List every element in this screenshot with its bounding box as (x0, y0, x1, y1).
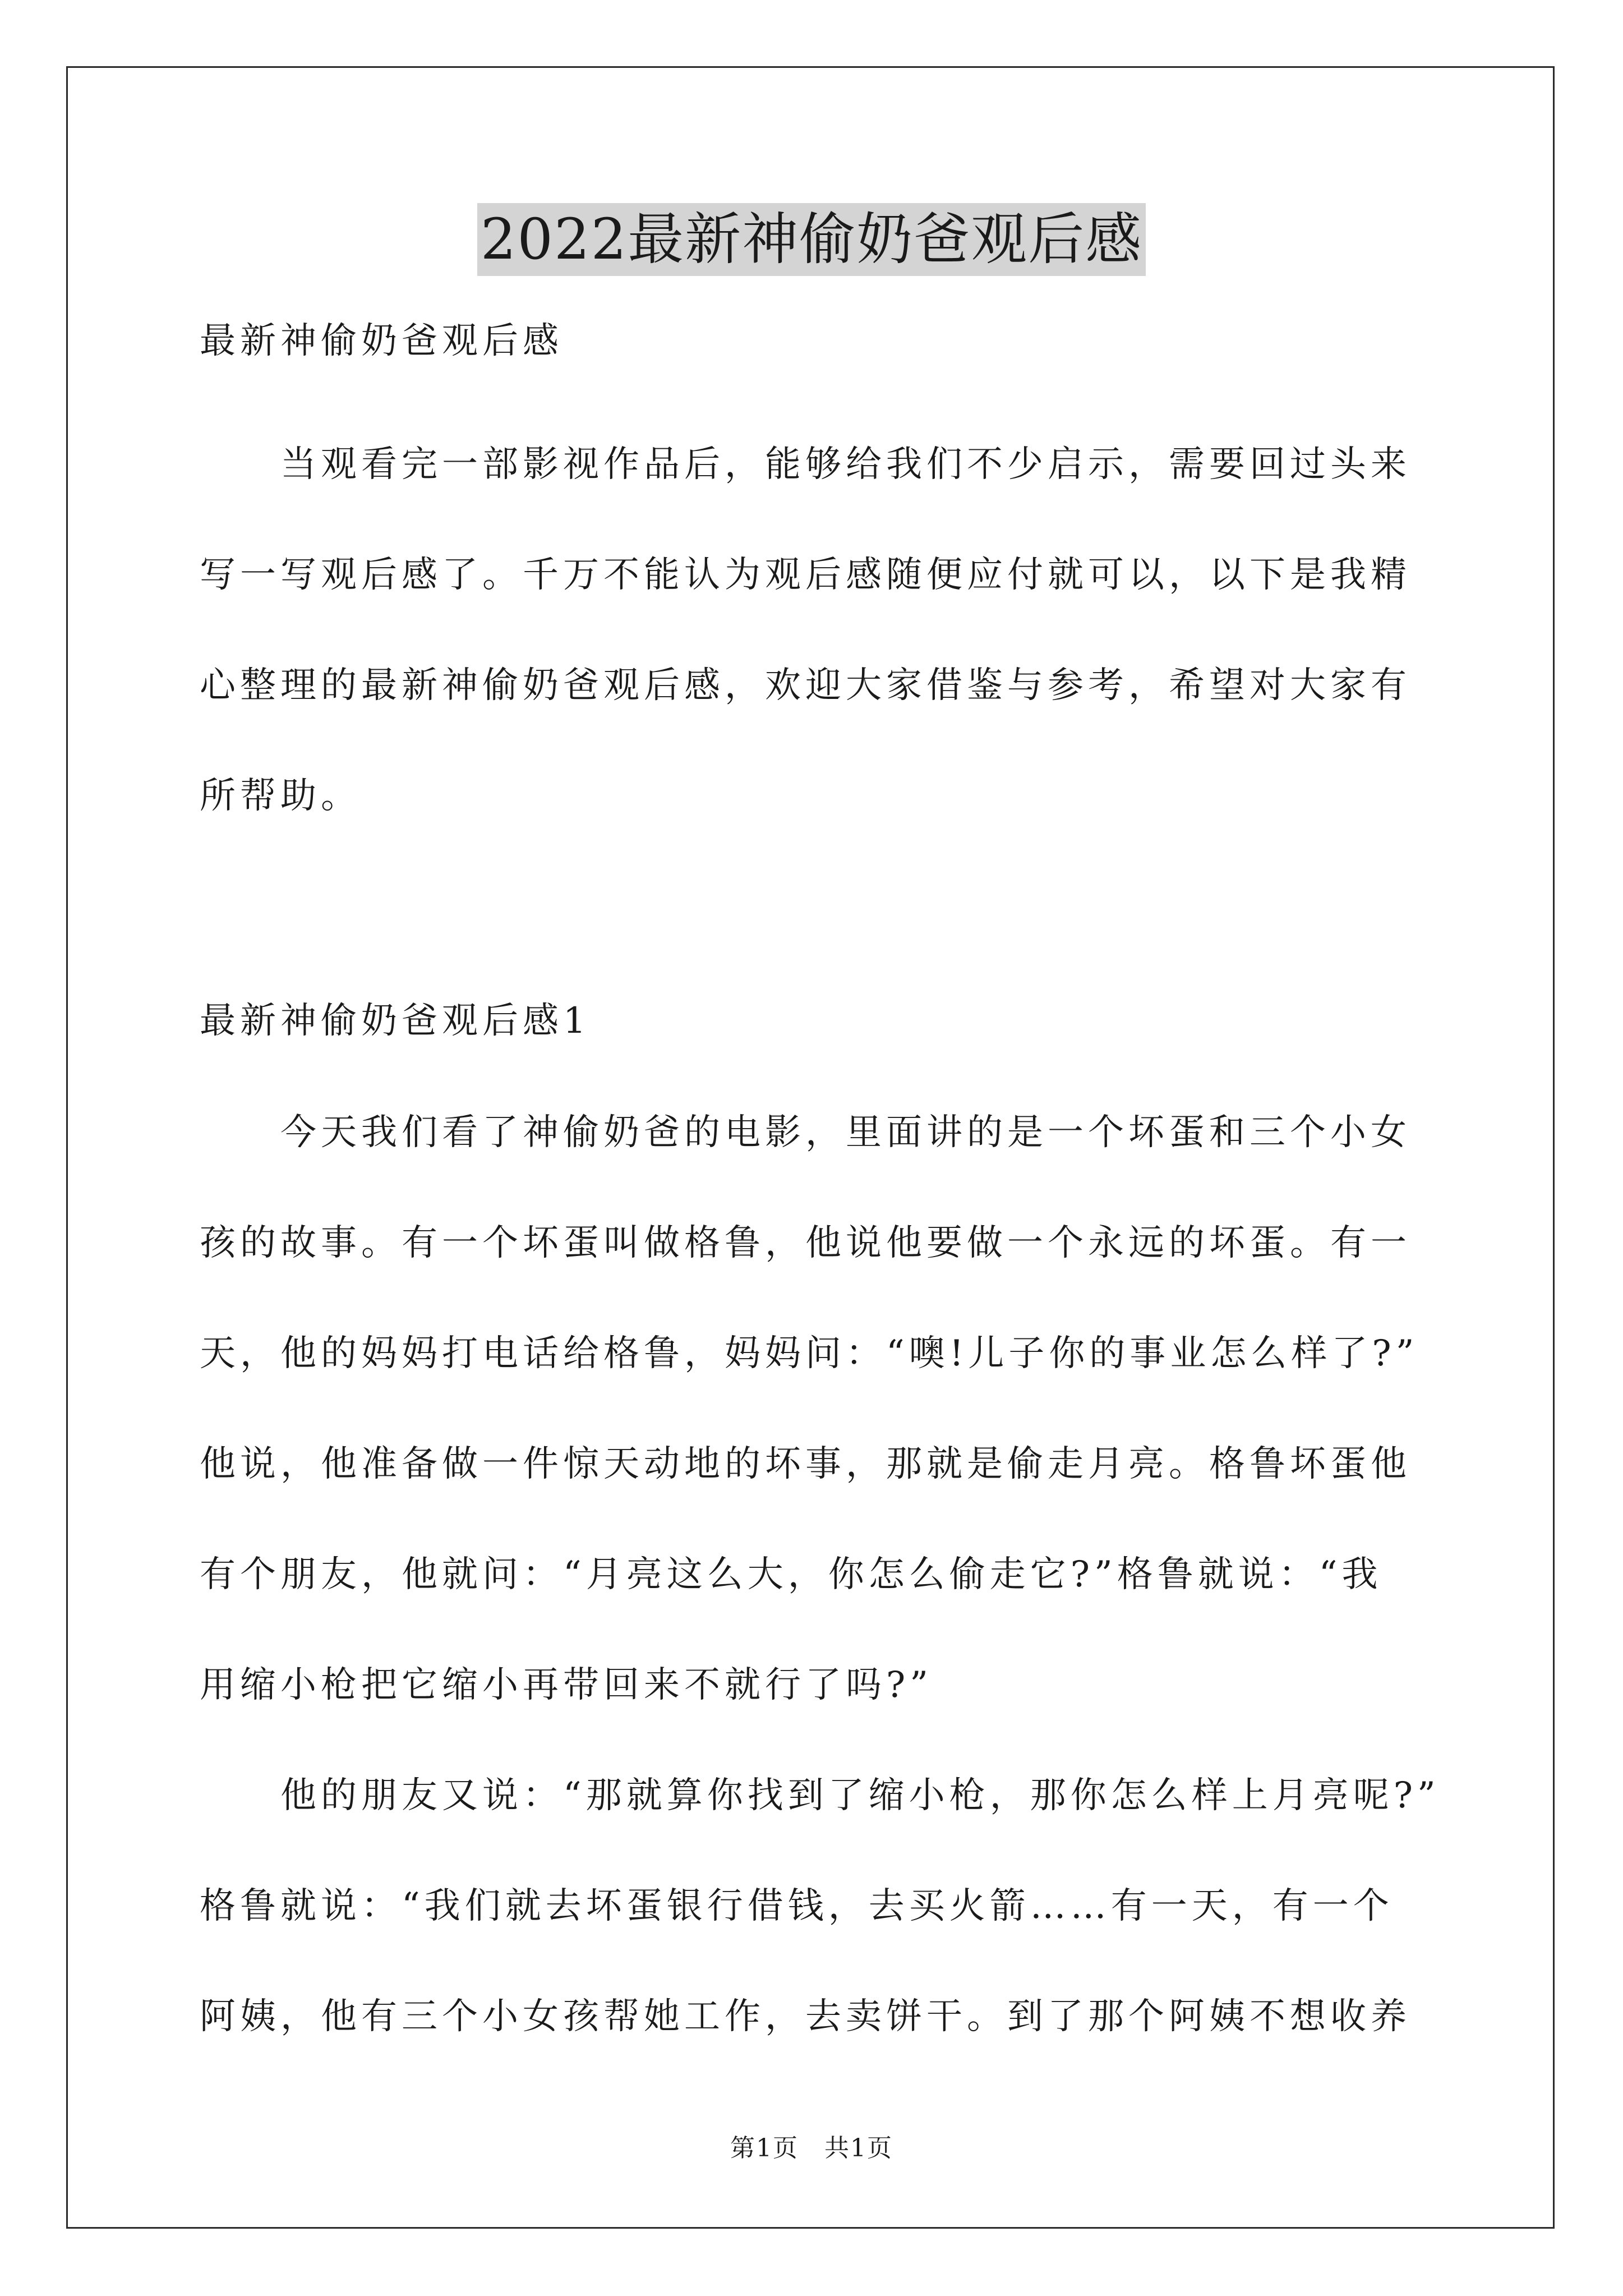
body-line-1: 今天我们看了神偷奶爸的电影，里面讲的是一个坏蛋和三个小女 (280, 1112, 1411, 1153)
body-line-4: 他说，他准备做一件惊天动地的坏事，那就是偷走月亮。格鲁坏蛋他 (200, 1443, 1411, 1485)
intro-line-4: 所帮助。 (200, 775, 361, 817)
intro-line-1: 当观看完一部影视作品后，能够给我们不少启示，需要回过头来 (280, 444, 1411, 485)
body-line-6: 用缩小枪把它缩小再带回来不就行了吗?” (200, 1664, 933, 1706)
section-heading: 最新神偷奶爸观后感1 (200, 1000, 591, 1042)
document-title: 2022最新神偷奶爸观后感 (477, 203, 1146, 276)
intro-line-2: 写一写观后感了。千万不能认为观后感随便应付就可以，以下是我精 (200, 554, 1411, 596)
page-footer: 第1页 共1页 (730, 2134, 893, 2162)
body-line-9: 阿姨，他有三个小女孩帮她工作，去卖饼干。到了那个阿姨不想收养 (200, 1996, 1411, 2037)
body-line-3: 天，他的妈妈打电话给格鲁，妈妈问：“噢!儿子你的事业怎么样了?” (200, 1333, 1419, 1374)
body-line-2: 孩的故事。有一个坏蛋叫做格鲁，他说他要做一个永远的坏蛋。有一 (200, 1222, 1411, 1264)
document-subtitle: 最新神偷奶爸观后感 (200, 320, 563, 362)
title-wrapper (0, 203, 1623, 276)
body-line-5: 有个朋友，他就问：“月亮这么大，你怎么偷走它?”格鲁就说：“我 (200, 1554, 1382, 1595)
body-line-8: 格鲁就说：“我们就去坏蛋银行借钱，去买火箭……有一天，有一个 (200, 1885, 1394, 1927)
intro-line-3: 心整理的最新神偷奶爸观后感，欢迎大家借鉴与参考，希望对大家有 (200, 665, 1411, 706)
body-line-7: 他的朋友又说：“那就算你找到了缩小枪，那你怎么样上月亮呢?” (280, 1775, 1440, 1816)
